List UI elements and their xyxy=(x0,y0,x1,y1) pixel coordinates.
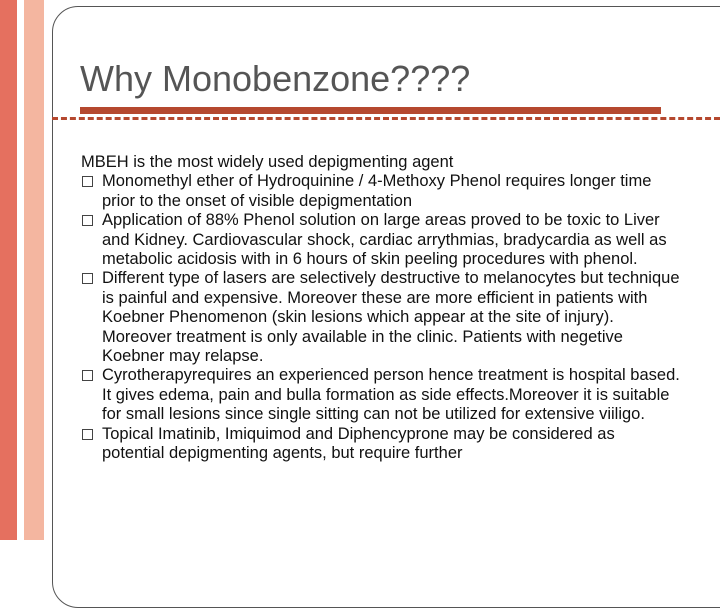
title-dashed-rule xyxy=(52,117,720,120)
bullet-item xyxy=(81,366,681,424)
slide-body xyxy=(81,153,681,464)
slide-title: Why Monobenzone???? xyxy=(80,58,471,99)
bullet-text: Application of 88% Phenol solution on large areas proved to be toxic to Liver and Kidney. Cardiovascular shock, cardiac arrythmias, bradycardia as well as metabolic acidosis with in 6 hours of skin peeling procedures with phenol. xyxy=(102,211,667,269)
bullet-list xyxy=(81,172,681,463)
square-bullet-icon xyxy=(82,176,93,187)
bullet-item xyxy=(81,269,681,366)
bullet-text: Topical Imatinib, Imiquimod and Diphencyprone may be considered as potential depigmenting agents, but require further xyxy=(102,424,615,463)
title-underline-bar xyxy=(80,107,661,114)
bullet-item xyxy=(81,211,681,269)
bullet-item xyxy=(81,172,681,211)
lead-sentence: MBEH is the most widely used depigmenting agent xyxy=(81,153,454,171)
left-accent-stripe-light xyxy=(24,0,44,540)
left-accent-stripe-dark xyxy=(0,0,17,540)
square-bullet-icon xyxy=(82,273,93,284)
square-bullet-icon xyxy=(82,215,93,226)
square-bullet-icon xyxy=(82,370,93,381)
square-bullet-icon xyxy=(82,429,93,440)
bullet-text: Cyrotherapyrequires an experienced person hence treatment is hospital based. It gives edema, pain and bulla formation as side effects.Moreover it is suitable for small lesions since single sitting can not be utilized for extensive viiligo. xyxy=(102,366,680,424)
bullet-text: Different type of lasers are selectively destructive to melanocytes but technique is painful and expensive. Moreover these are more efficient in patients with Koebner Phenomenon (skin lesions which appear at the site of injury). Moreover treatment is only available in the clinic. Patients with negetive Koebner may relapse. xyxy=(102,269,680,366)
bullet-item xyxy=(81,425,681,464)
bullet-text: Monomethyl ether of Hydroquinine / 4-Methoxy Phenol requires longer time prior to the onset of visible depigmentation xyxy=(102,172,652,210)
